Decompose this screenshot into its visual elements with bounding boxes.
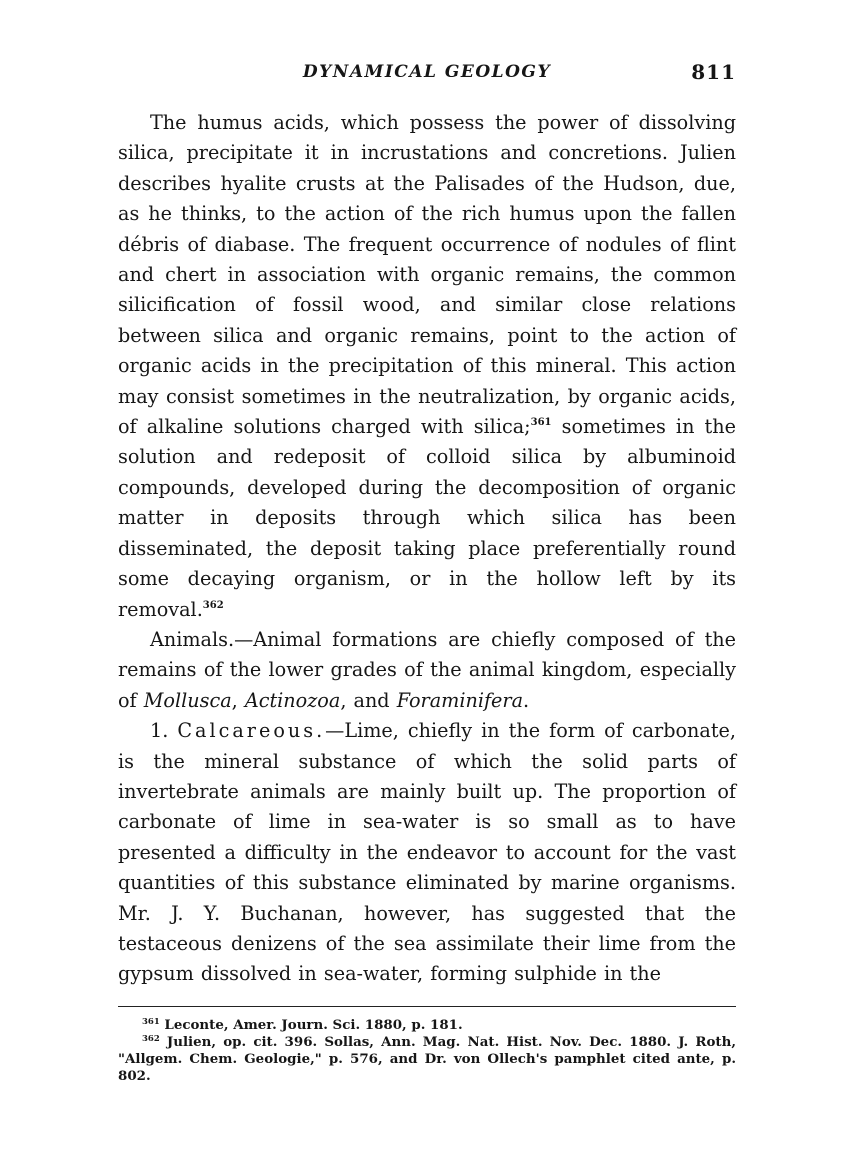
footnote-361 <box>118 1017 736 1034</box>
footnote-ref-361: 361 <box>530 417 552 429</box>
paragraph-animals <box>118 625 736 716</box>
taxon-mollusca: Mollusca <box>143 688 232 712</box>
sentence-end: . <box>523 688 530 712</box>
running-title: DYNAMICAL GEOLOGY <box>302 62 552 82</box>
taxon-foraminifera: Foraminifera <box>396 688 524 712</box>
section-heading-calcareous: Calcareous. <box>177 719 326 743</box>
list-number: 1. <box>150 719 178 743</box>
paragraph-text: —Animal formations are chiefly composed of the remains of the lower grades of the animal kingdom, especially of <box>118 627 736 712</box>
footnote-mark: 362 <box>142 1033 160 1044</box>
body-text <box>118 108 736 990</box>
taxon-actinozoa: Actinozoa <box>244 688 341 712</box>
book-page <box>118 56 736 1085</box>
separator-text: , and <box>340 688 397 712</box>
footnote-mark: 361 <box>142 1016 160 1027</box>
footnote-362 <box>118 1034 736 1085</box>
page-number: 811 <box>691 60 736 84</box>
footnote-divider <box>118 1006 736 1007</box>
paragraph-text: —Lime, chiefly in the form of carbonate, is the mineral substance of which the solid parts of invertebrate animals are mainly built up. The proportion of carbonate of lime in sea-water is so small as to have presented a difficulty in the endeavor to account for the vast quantities of this substance eliminated by marine organisms. Mr. J. Y. Buchanan, however, has suggested that the testaceous denizens of the sea assimilate their lime from the gypsum dissolved in sea-water, forming sulphide in the <box>118 719 737 986</box>
paragraph-text: sometimes in the solution and redeposit of colloid silica by albuminoid compounds, developed during the decomposition of organic matter in deposits through which silica has been disseminated, the deposit taking place preferentially round some decaying organism, or in the hollow left by its removal. <box>118 415 736 621</box>
footnote-ref-362: 362 <box>202 599 224 611</box>
page-header <box>118 56 736 90</box>
paragraph-calcareous <box>118 716 736 990</box>
footnotes <box>118 1017 736 1085</box>
footnote-text: Julien, op. cit. 396. Sollas, Ann. Mag. Nat. Hist. Nov. Dec. 1880. J. Roth, "Allgem. Chem. Geologie," p. 576, and Dr. von Ollech's pamphlet cited ante, p. 802. <box>118 1033 736 1084</box>
paragraph-text: The humus acids, which possess the power of dissolving silica, precipitate it in incrustations and concretions. Julien describes hyalite crusts at the Palisades of the Hudson, due, as he thinks, to the action of the rich humus upon the fallen débris of diabase. The frequent occurrence of nodules of flint and chert in association with organic remains, the common silicification of fossil wood, and similar close relations between silica and organic remains, point to the action of organic acids in the precipitation of this mineral. This action may consist sometimes in the neutralization, by organic acids, of alkaline solutions charged with silica; <box>118 111 736 439</box>
separator-text: , <box>231 688 245 712</box>
footnote-text: Leconte, Amer. Journ. Sci. 1880, p. 181. <box>159 1016 463 1033</box>
section-heading-animals: Animals. <box>150 627 235 651</box>
paragraph-humus-acids <box>118 108 736 625</box>
